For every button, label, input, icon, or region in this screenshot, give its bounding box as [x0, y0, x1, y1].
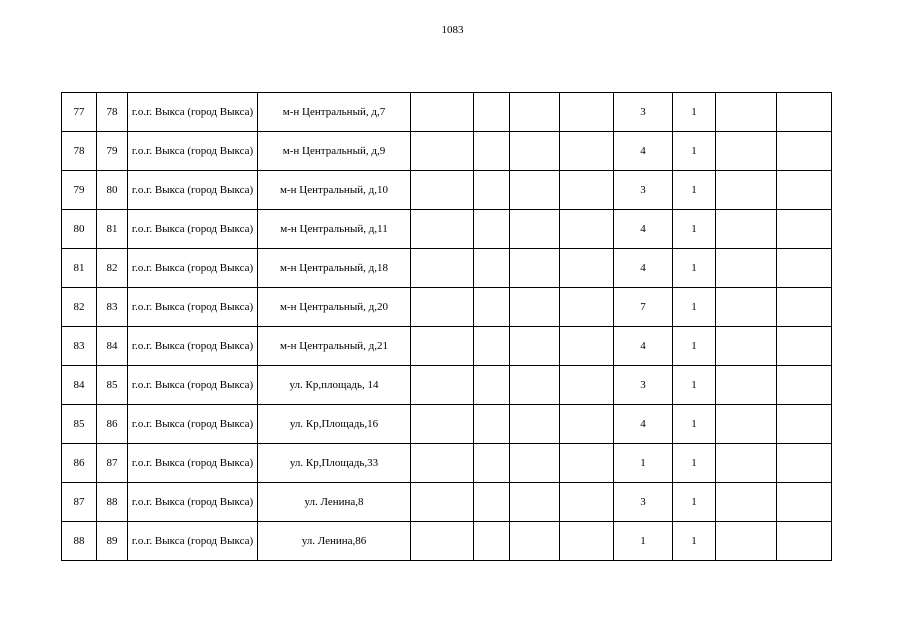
table-body	[62, 93, 832, 561]
column-11-cell	[716, 93, 777, 132]
record-number-cell: 89	[97, 522, 128, 561]
locality-cell: г.о.г. Выкса (город Выкса)	[128, 483, 258, 522]
column-7-cell	[510, 210, 560, 249]
record-number-cell: 78	[97, 93, 128, 132]
row-number-cell: 77	[62, 93, 97, 132]
column-9-cell: 3	[614, 483, 673, 522]
locality-cell: г.о.г. Выкса (город Выкса)	[128, 210, 258, 249]
column-9-cell: 4	[614, 210, 673, 249]
column-5-cell	[411, 249, 474, 288]
column-6-cell	[474, 249, 510, 288]
column-12-cell	[777, 405, 832, 444]
column-5-cell	[411, 522, 474, 561]
column-8-cell	[560, 522, 614, 561]
column-6-cell	[474, 444, 510, 483]
column-5-cell	[411, 405, 474, 444]
column-11-cell	[716, 288, 777, 327]
record-number-cell: 81	[97, 210, 128, 249]
page-number: 1083	[441, 24, 464, 36]
column-5-cell	[411, 288, 474, 327]
row-number-cell: 87	[62, 483, 97, 522]
column-7-cell	[510, 366, 560, 405]
locality-cell: г.о.г. Выкса (город Выкса)	[128, 171, 258, 210]
column-12-cell	[777, 288, 832, 327]
column-10-cell: 1	[673, 327, 716, 366]
address-cell: ул. Кр,Площадь,33	[258, 444, 411, 483]
locality-cell: г.о.г. Выкса (город Выкса)	[128, 132, 258, 171]
column-11-cell	[716, 405, 777, 444]
record-number-cell: 84	[97, 327, 128, 366]
locality-cell: г.о.г. Выкса (город Выкса)	[128, 405, 258, 444]
address-cell: м-н Центральный, д,20	[258, 288, 411, 327]
table-row	[62, 483, 832, 522]
column-10-cell: 1	[673, 132, 716, 171]
column-6-cell	[474, 132, 510, 171]
column-5-cell	[411, 132, 474, 171]
column-8-cell	[560, 405, 614, 444]
column-12-cell	[777, 132, 832, 171]
column-11-cell	[716, 210, 777, 249]
column-9-cell: 3	[614, 171, 673, 210]
locality-cell: г.о.г. Выкса (город Выкса)	[128, 366, 258, 405]
address-cell: м-н Центральный, д,10	[258, 171, 411, 210]
row-number-cell: 86	[62, 444, 97, 483]
table-row	[62, 249, 832, 288]
locality-cell: г.о.г. Выкса (город Выкса)	[128, 327, 258, 366]
column-11-cell	[716, 132, 777, 171]
record-number-cell: 88	[97, 483, 128, 522]
address-cell: м-н Центральный, д,18	[258, 249, 411, 288]
column-10-cell: 1	[673, 288, 716, 327]
column-6-cell	[474, 366, 510, 405]
column-9-cell: 4	[614, 132, 673, 171]
column-6-cell	[474, 522, 510, 561]
table-row	[62, 132, 832, 171]
column-12-cell	[777, 444, 832, 483]
row-number-cell: 81	[62, 249, 97, 288]
row-number-cell: 88	[62, 522, 97, 561]
column-11-cell	[716, 444, 777, 483]
column-12-cell	[777, 249, 832, 288]
row-number-cell: 79	[62, 171, 97, 210]
record-number-cell: 80	[97, 171, 128, 210]
column-7-cell	[510, 249, 560, 288]
column-12-cell	[777, 483, 832, 522]
row-number-cell: 80	[62, 210, 97, 249]
column-9-cell: 3	[614, 366, 673, 405]
locality-cell: г.о.г. Выкса (город Выкса)	[128, 249, 258, 288]
column-12-cell	[777, 171, 832, 210]
column-10-cell: 1	[673, 444, 716, 483]
column-7-cell	[510, 522, 560, 561]
column-10-cell: 1	[673, 93, 716, 132]
column-7-cell	[510, 405, 560, 444]
column-8-cell	[560, 366, 614, 405]
record-number-cell: 83	[97, 288, 128, 327]
address-cell: м-н Центральный, д,9	[258, 132, 411, 171]
column-11-cell	[716, 171, 777, 210]
column-8-cell	[560, 249, 614, 288]
column-7-cell	[510, 483, 560, 522]
address-cell: м-н Центральный, д,7	[258, 93, 411, 132]
column-9-cell: 4	[614, 249, 673, 288]
column-11-cell	[716, 249, 777, 288]
column-8-cell	[560, 288, 614, 327]
column-8-cell	[560, 327, 614, 366]
locality-cell: г.о.г. Выкса (город Выкса)	[128, 522, 258, 561]
column-9-cell: 7	[614, 288, 673, 327]
locality-cell: г.о.г. Выкса (город Выкса)	[128, 93, 258, 132]
address-cell: м-н Центральный, д,21	[258, 327, 411, 366]
column-10-cell: 1	[673, 366, 716, 405]
column-12-cell	[777, 327, 832, 366]
column-9-cell: 4	[614, 327, 673, 366]
column-6-cell	[474, 210, 510, 249]
column-8-cell	[560, 444, 614, 483]
column-5-cell	[411, 93, 474, 132]
column-12-cell	[777, 93, 832, 132]
column-6-cell	[474, 93, 510, 132]
column-10-cell: 1	[673, 249, 716, 288]
row-number-cell: 78	[62, 132, 97, 171]
address-cell: ул. Кр,Площадь,16	[258, 405, 411, 444]
column-10-cell: 1	[673, 522, 716, 561]
column-5-cell	[411, 366, 474, 405]
column-11-cell	[716, 327, 777, 366]
record-number-cell: 82	[97, 249, 128, 288]
column-5-cell	[411, 210, 474, 249]
column-7-cell	[510, 327, 560, 366]
record-number-cell: 86	[97, 405, 128, 444]
column-7-cell	[510, 444, 560, 483]
column-6-cell	[474, 483, 510, 522]
table-row	[62, 210, 832, 249]
address-cell: ул. Кр,площадь, 14	[258, 366, 411, 405]
column-5-cell	[411, 444, 474, 483]
column-6-cell	[474, 405, 510, 444]
column-9-cell: 1	[614, 444, 673, 483]
column-5-cell	[411, 327, 474, 366]
row-number-cell: 83	[62, 327, 97, 366]
column-8-cell	[560, 210, 614, 249]
table-row	[62, 327, 832, 366]
column-10-cell: 1	[673, 405, 716, 444]
column-8-cell	[560, 132, 614, 171]
record-number-cell: 79	[97, 132, 128, 171]
column-12-cell	[777, 210, 832, 249]
column-5-cell	[411, 171, 474, 210]
table-row	[62, 405, 832, 444]
column-12-cell	[777, 366, 832, 405]
column-11-cell	[716, 483, 777, 522]
column-5-cell	[411, 483, 474, 522]
table-row	[62, 366, 832, 405]
column-8-cell	[560, 171, 614, 210]
column-7-cell	[510, 288, 560, 327]
table-row	[62, 444, 832, 483]
column-12-cell	[777, 522, 832, 561]
table-row	[62, 522, 832, 561]
address-cell: ул. Ленина,8	[258, 483, 411, 522]
row-number-cell: 85	[62, 405, 97, 444]
column-10-cell: 1	[673, 483, 716, 522]
row-number-cell: 84	[62, 366, 97, 405]
record-number-cell: 87	[97, 444, 128, 483]
row-number-cell: 82	[62, 288, 97, 327]
column-6-cell	[474, 171, 510, 210]
column-8-cell	[560, 483, 614, 522]
table-row	[62, 93, 832, 132]
column-9-cell: 1	[614, 522, 673, 561]
column-7-cell	[510, 93, 560, 132]
column-9-cell: 4	[614, 405, 673, 444]
column-9-cell: 3	[614, 93, 673, 132]
column-7-cell	[510, 171, 560, 210]
address-cell: м-н Центральный, д,11	[258, 210, 411, 249]
column-7-cell	[510, 132, 560, 171]
record-number-cell: 85	[97, 366, 128, 405]
register-table	[61, 92, 832, 561]
column-10-cell: 1	[673, 171, 716, 210]
locality-cell: г.о.г. Выкса (город Выкса)	[128, 288, 258, 327]
table-row	[62, 288, 832, 327]
column-11-cell	[716, 366, 777, 405]
column-8-cell	[560, 93, 614, 132]
table-row	[62, 171, 832, 210]
address-cell: ул. Ленина,86	[258, 522, 411, 561]
column-6-cell	[474, 288, 510, 327]
column-11-cell	[716, 522, 777, 561]
column-10-cell: 1	[673, 210, 716, 249]
locality-cell: г.о.г. Выкса (город Выкса)	[128, 444, 258, 483]
column-6-cell	[474, 327, 510, 366]
